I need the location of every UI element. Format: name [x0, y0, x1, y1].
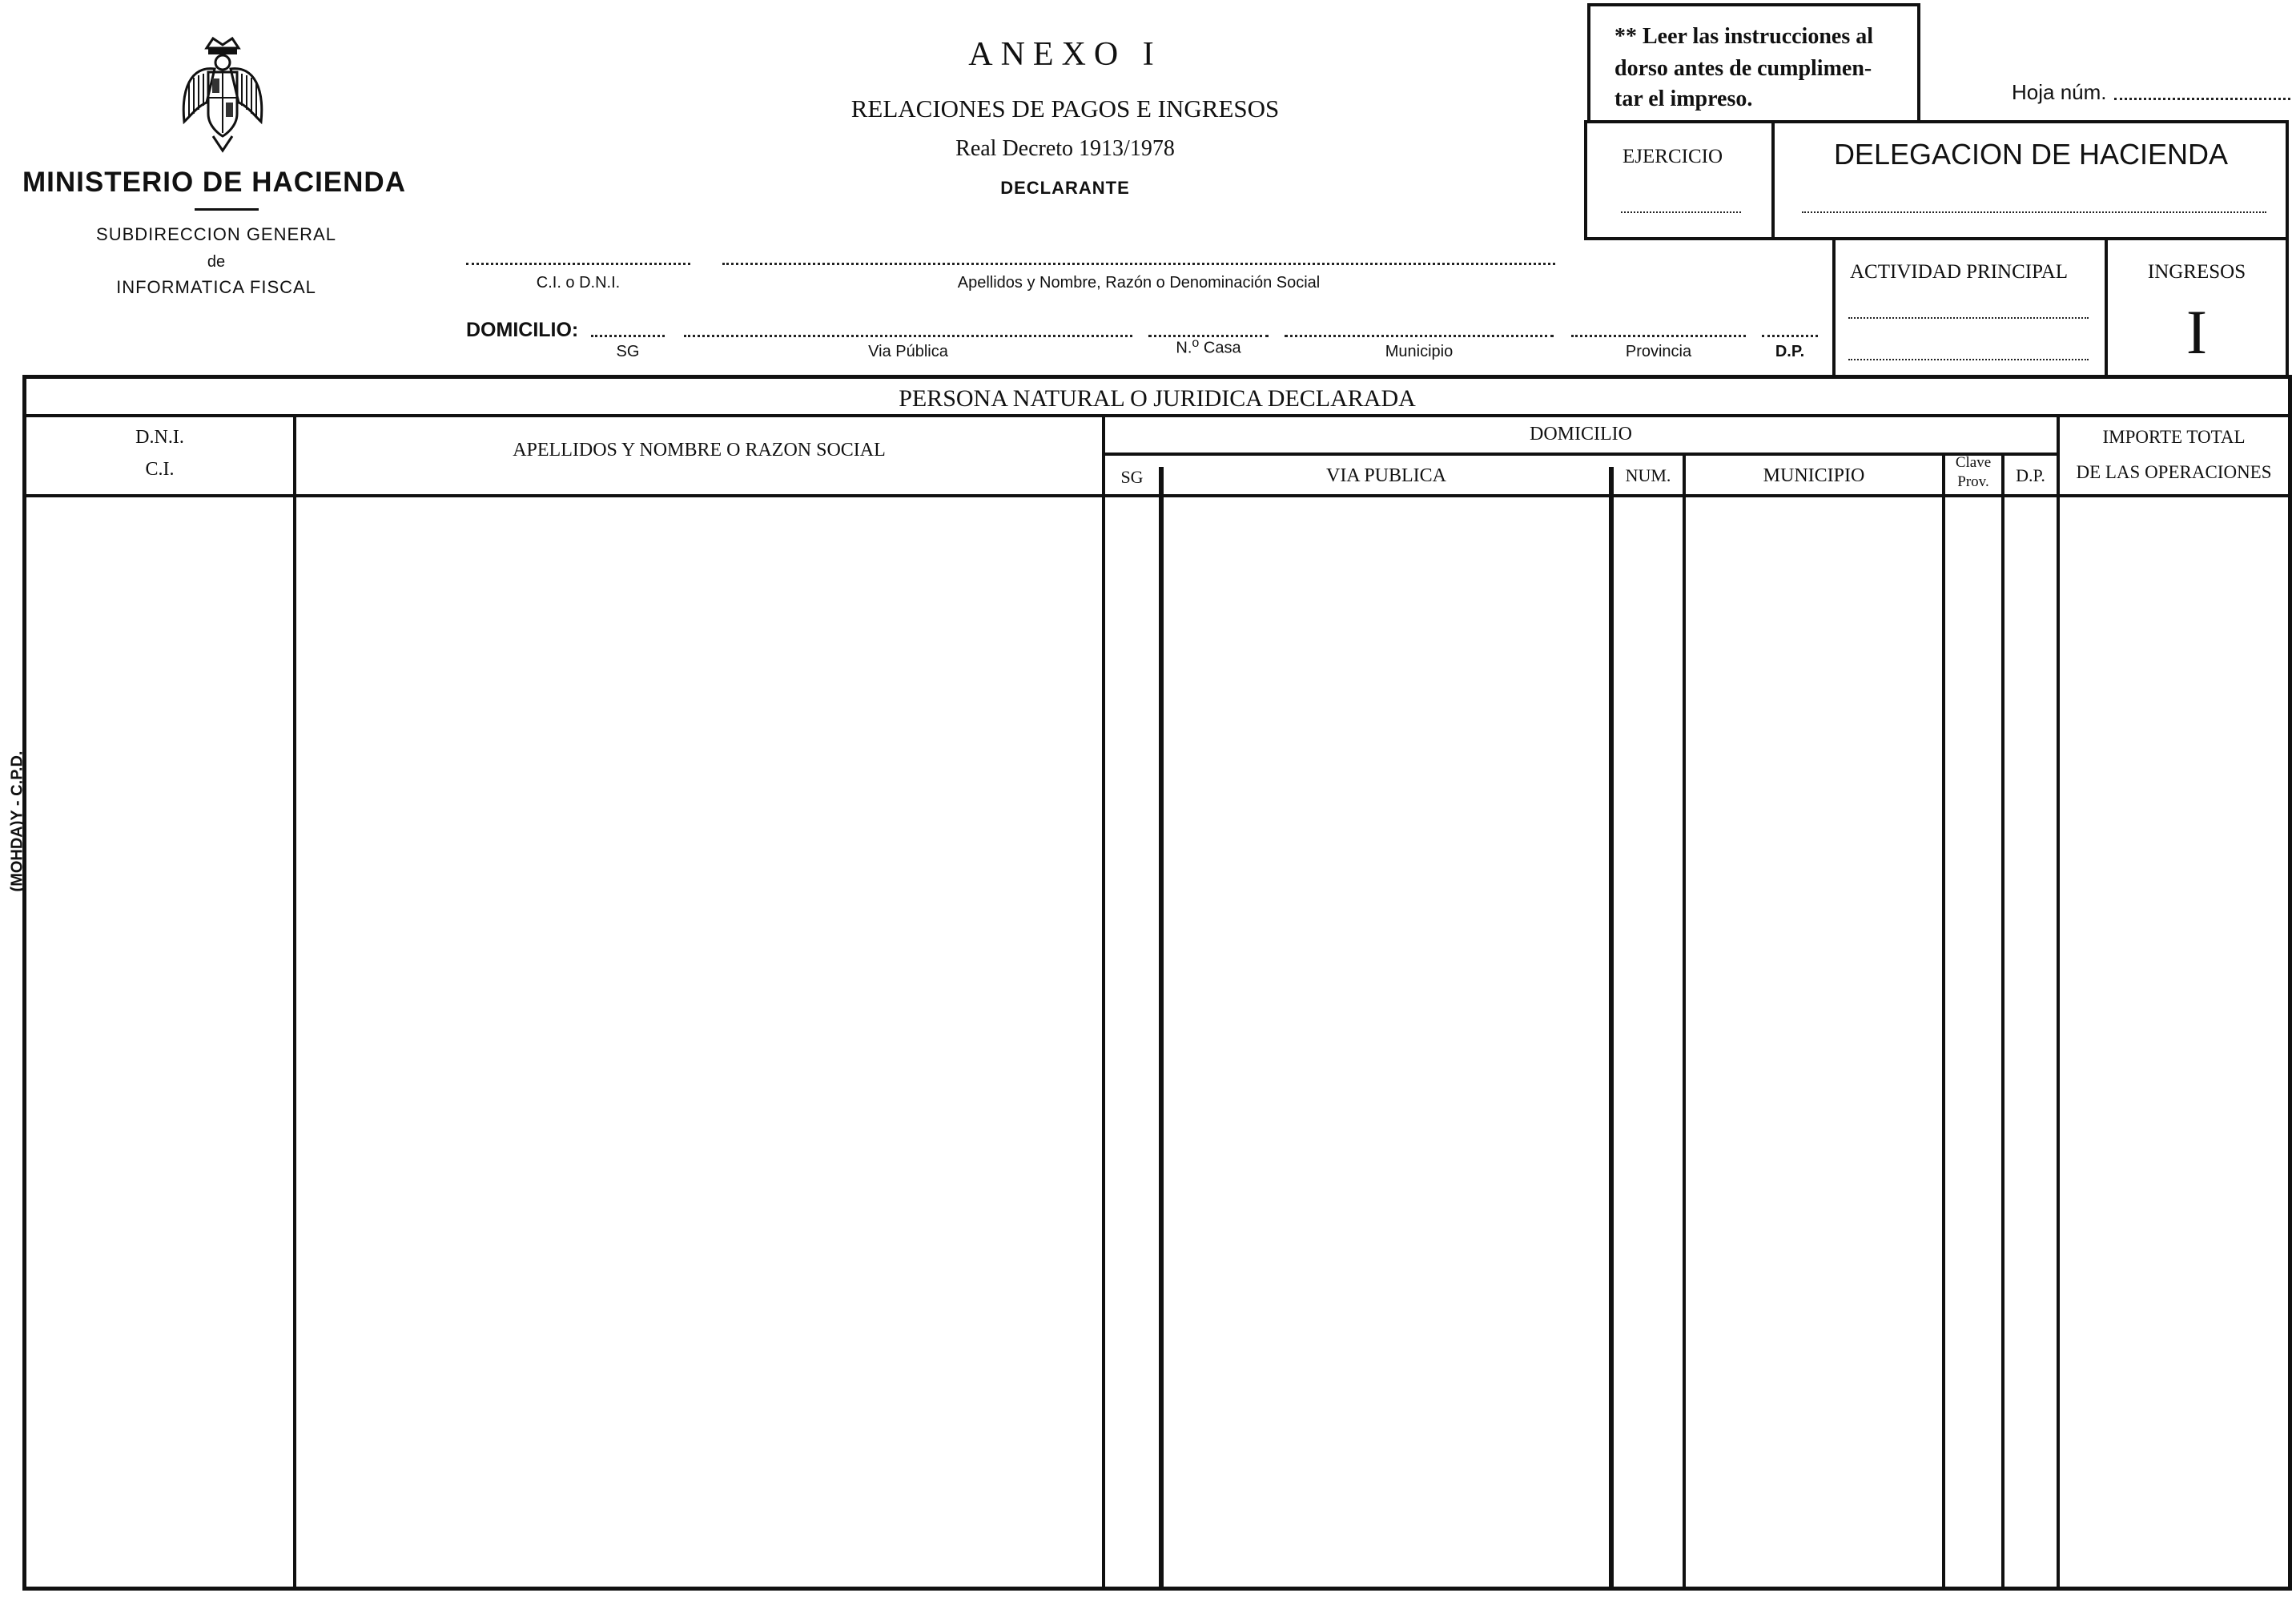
annex-title: ANEXO I: [968, 36, 1162, 73]
instructions-line1: ** Leer las instrucciones al: [1614, 24, 1874, 49]
ministry-name: MINISTERIO DE HACIENDA: [22, 167, 406, 198]
sheet-number-field[interactable]: [2114, 98, 2290, 100]
domicilio-dp-field[interactable]: [1762, 335, 1818, 337]
delegacion-field[interactable]: [1802, 211, 2266, 213]
ingresos-code: I: [2186, 297, 2207, 367]
actividad-label: ACTIVIDAD PRINCIPAL: [1850, 261, 2069, 283]
domicilio-municipio-field[interactable]: [1285, 335, 1554, 337]
col-header-ci: C.I.: [145, 459, 175, 480]
domicilio-sg-field[interactable]: [591, 335, 665, 337]
domicilio-via-label: Via Pública: [868, 343, 948, 360]
col-header-dni: D.N.I.: [135, 427, 184, 448]
col-header-dp: D.P.: [2016, 465, 2045, 485]
num-casa-suffix: Casa: [1203, 339, 1241, 357]
actividad-field-1[interactable]: [1848, 317, 2089, 319]
col-header-importe-2: DE LAS OPERACIONES: [2076, 462, 2272, 482]
col-header-prov: Prov.: [1957, 473, 1989, 490]
domicilio-dp-label: D.P.: [1775, 343, 1805, 360]
declarant-name-label: Apellidos y Nombre, Razón o Denominación Social: [957, 274, 1321, 292]
domicilio-municipio-label: Municipio: [1385, 343, 1454, 360]
side-print-code: (MOHDA)Y - C.P.D.: [8, 750, 26, 892]
subdireccion-line2: de: [207, 253, 226, 271]
subdireccion-line3: INFORMATICA FISCAL: [116, 277, 316, 297]
table-body-area[interactable]: [26, 497, 2288, 1587]
declarant-ci-dni-field[interactable]: [466, 263, 690, 265]
declarant-name-field[interactable]: [722, 263, 1555, 265]
subdireccion-line1: SUBDIRECCION GENERAL: [96, 224, 336, 244]
col-header-apellidos: APELLIDOS Y NOMBRE O RAZON SOCIAL: [513, 440, 886, 461]
domicilio-provincia-label: Provincia: [1625, 343, 1692, 360]
title-row-line: [26, 414, 2288, 417]
ingresos-label: INGRESOS: [2147, 261, 2246, 283]
table-title: PERSONA NATURAL O JURIDICA DECLARADA: [899, 385, 1416, 412]
instructions-box: [1587, 3, 1920, 123]
instructions-line3: tar el impreso.: [1614, 86, 1753, 111]
domicilio-label: DOMICILIO:: [466, 319, 579, 341]
coat-of-arms-emblem: [175, 34, 271, 154]
form-title: RELACIONES DE PAGOS E INGRESOS: [850, 95, 1280, 123]
domicilio-via-field[interactable]: [684, 335, 1132, 337]
delegacion-label: DELEGACION DE HACIENDA: [1833, 138, 2229, 171]
col-header-sg: SG: [1120, 467, 1144, 487]
ejercicio-label: EJERCICIO: [1622, 146, 1723, 167]
col-header-num: NUM.: [1625, 465, 1671, 485]
domicilio-sub-line: [1102, 453, 2060, 456]
decree-reference: Real Decreto 1913/1978: [955, 136, 1175, 161]
actividad-field-2[interactable]: [1848, 359, 2089, 360]
declared-persons-table: [22, 375, 2292, 1591]
instructions-line2: dorso antes de cumplimen-: [1614, 56, 1872, 81]
col-header-municipio: MUNICIPIO: [1763, 465, 1865, 486]
num-casa-superscript: o: [1192, 336, 1200, 350]
declarante-label: DECLARANTE: [1000, 178, 1130, 198]
domicilio-sg-label: SG: [616, 343, 640, 360]
domicilio-num-label: [1148, 336, 1269, 358]
col-header-importe-1: IMPORTE TOTAL: [2102, 427, 2246, 447]
ejercicio-divider: [1771, 123, 1775, 237]
actividad-ingresos-box: [1832, 237, 2289, 378]
ejercicio-delegacion-box: [1584, 120, 2289, 240]
col-header-via: VIA PUBLICA: [1325, 465, 1446, 486]
domicilio-provincia-field[interactable]: [1571, 335, 1746, 337]
num-casa-prefix: N.: [1176, 339, 1192, 357]
col-header-clave: Clave: [1955, 454, 1992, 471]
sheet-number-label: Hoja núm.: [2012, 80, 2107, 104]
ejercicio-field[interactable]: [1621, 211, 1741, 213]
declarant-ci-dni-label: C.I. o D.N.I.: [536, 274, 621, 292]
ministry-underline: [195, 208, 259, 211]
col-header-domicilio: DOMICILIO: [1530, 424, 1632, 445]
